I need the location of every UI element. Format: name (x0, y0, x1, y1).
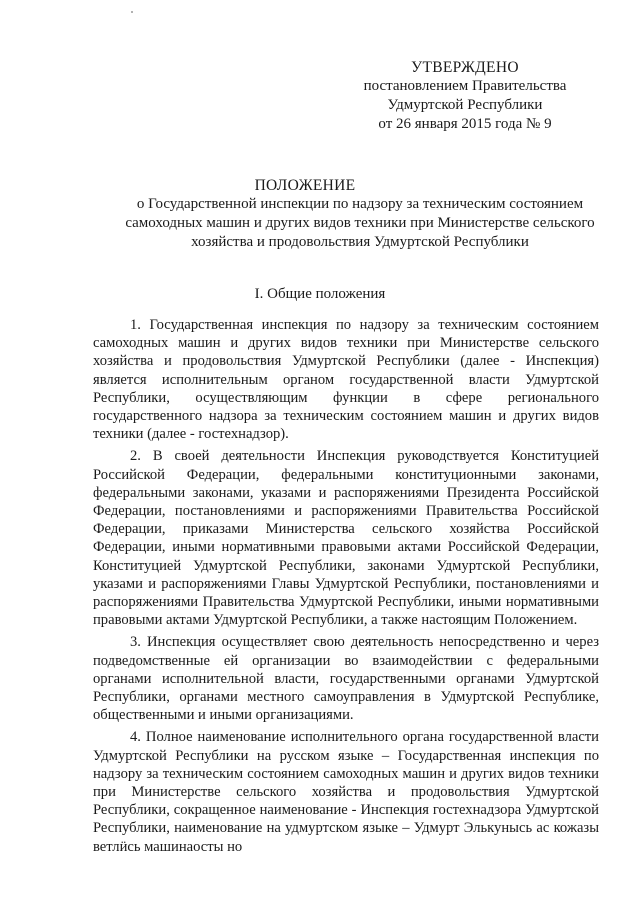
paragraph-2: 2. В своей деятельности Инспекция руководствуется Конституцией Российской Федерации, федеральными конституционными законами, федеральными законами, указами и распоряжениями Президента Российской Федерации, постановлениями и распоряжениями Правительства Российской Федерации, приказами Министерства сельского хозяйства Российской Федерации, иными нормативными правовыми актами Российской Федерации, Конституцией Удмуртской Республики, законами Удмуртской Республики, указами и распоряжениями Главы Удмуртской Республики, постановлениями и распоряжениями Правительства Удмуртской Республики, иными нормативными правовыми актами Удмуртской Республики, а также настоящим Положением. (93, 448, 599, 629)
paragraph-3: 3. Инспекция осуществляет свою деятельность непосредственно и через подведомственные ей организации во взаимодействии с федеральными органами исполнительной власти, государственными органами Удмуртской Республики, органами местного самоуправления в Удмуртской Республике, общественными и иными организациями. (93, 634, 599, 724)
document-subtitle-line-2: самоходных машин и других видов техники при Министерстве сельского (125, 215, 595, 231)
approval-heading: УТВЕРЖДЕНО (411, 59, 519, 76)
approval-block (330, 58, 600, 134)
document-title: ПОЛОЖЕНИЕ (254, 177, 356, 194)
paragraph-1: 1. Государственная инспекция по надзору за техническим состоянием самоходных машин и других видов техники при Министерстве сельского хозяйства и продовольствия Удмуртской Республики (далее - Инспекция) является исполнительным органом государственной власти Удмуртской Республики, осуществляющим функции в сфере регионального государственного надзора за техническим состоянием машин и других видов техники (далее - гостехнадзор). (93, 317, 599, 443)
approval-line-2: Удмуртской Республики (387, 97, 543, 113)
document-subtitle-line-1: о Государственной инспекции по надзору за техническим состоянием (136, 196, 584, 212)
document-title-block (90, 176, 630, 252)
paragraph-4: 4. Полное наименование исполнительного органа государственной власти Удмуртской Республики на русском языке – Государственная инспекция по надзору за техническим состоянием самоходных машин и других видов техники при Министерстве сельского хозяйства и продовольствия Удмуртской Республики, сокращенное наименование - Инспекция гостехнадзора Удмуртской Республики, наименование на удмуртском языке – Удмурт Элькунысь ас кожазы ветлӥсь машинаосты но (93, 729, 599, 855)
approval-line-3: от 26 января 2015 года № 9 (378, 116, 552, 132)
section-heading: I. Общие положения (254, 286, 386, 302)
approval-line-1: постановлением Правительства (363, 78, 567, 94)
document-subtitle-line-3: хозяйства и продовольствия Удмуртской Республики (191, 234, 529, 250)
document-body (93, 316, 599, 860)
scan-speck (131, 11, 133, 13)
